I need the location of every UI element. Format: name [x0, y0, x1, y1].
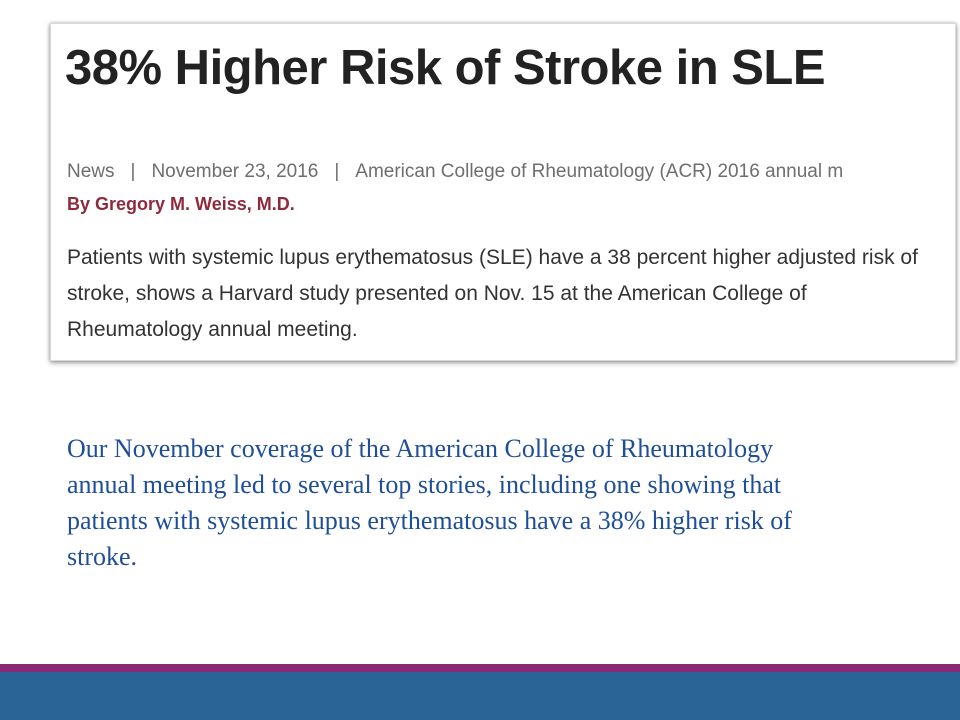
article-title: 38% Higher Risk of Stroke in SLE — [65, 41, 826, 95]
meta-separator: | — [334, 161, 340, 182]
footer-accent-bar — [0, 664, 960, 672]
article-meta — [67, 160, 843, 184]
article-screenshot — [50, 23, 956, 361]
article-date: November 23, 2016 — [151, 161, 319, 182]
slide-caption: Our November coverage of the American College of Rheumatology annual meeting led to several top stories, including one showing that patients with systemic lupus erythematosus have a 38% higher risk of stroke. — [67, 434, 792, 571]
article-category: News — [67, 161, 115, 182]
article-byline: By Gregory M. Weiss, M.D. — [67, 194, 295, 214]
footer-bar — [0, 672, 960, 720]
article-summary: Patients with systemic lupus erythematosus (SLE) have a 38 percent higher adjusted risk of stroke, shows a Harvard study presented on Nov. 15 at the American College of Rheumatology annual meeting. — [67, 246, 918, 341]
article-event: American College of Rheumatology (ACR) 2016 annual m — [355, 161, 844, 182]
meta-separator: | — [130, 161, 136, 182]
